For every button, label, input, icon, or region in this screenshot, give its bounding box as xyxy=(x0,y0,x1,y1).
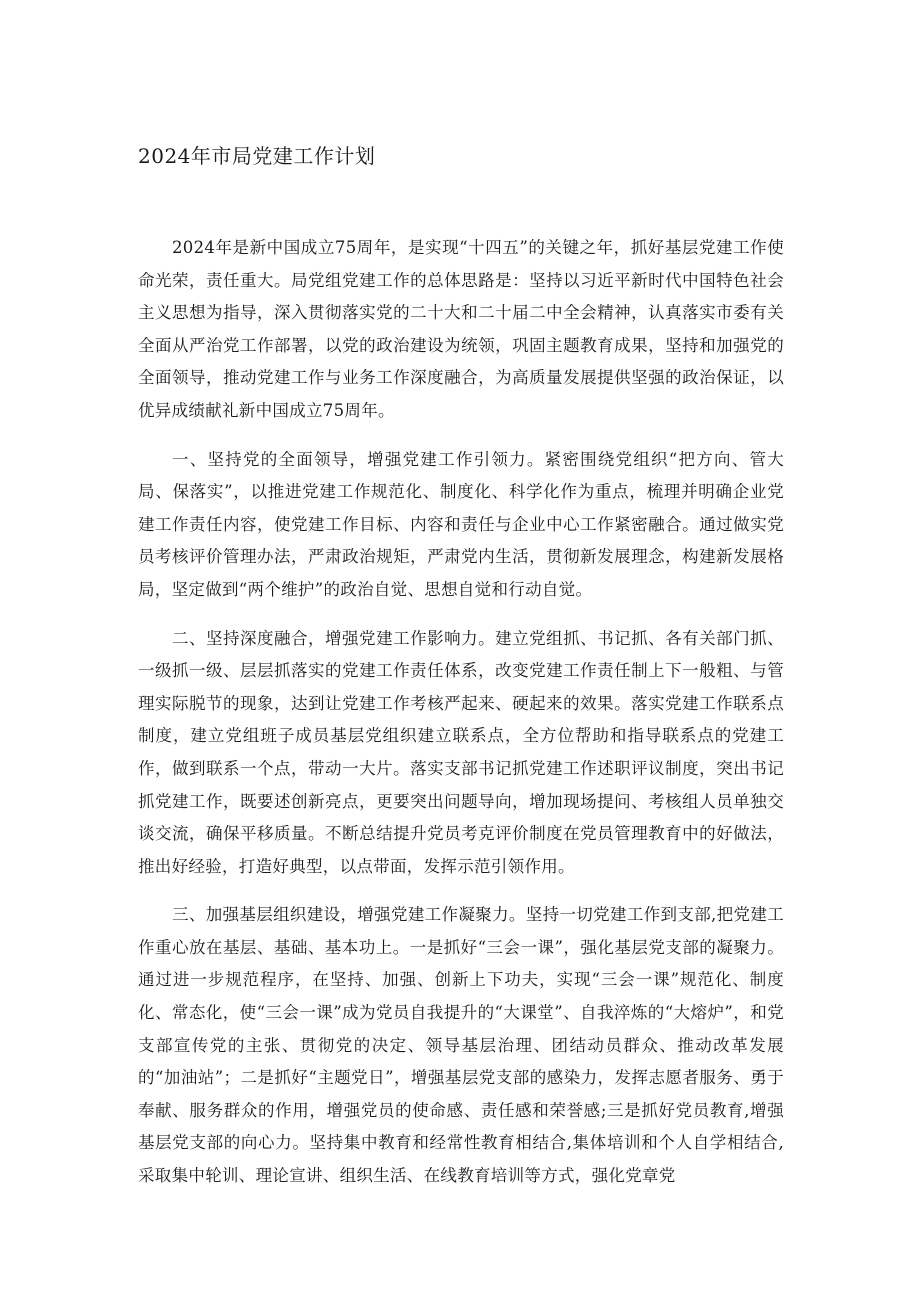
paragraph-section-2: 二、坚持深度融合，增强党建工作影响力。建立党组抓、书记抓、各有关部门抓、一级抓一级、层层抓落实的党建工作责任体系，改变党建工作责任制上下一般粗、与管理实际脱节的现象，达到让党建工作考核严起来、硬起来的效果。落实党建工作联系点制度，建立党组班子成员基层党组织建立联系点，全方位帮助和指导联系点的党建工作，做到联系一个点，带动一大片。落实支部书记抓党建工作述职评议制度，突出书记抓党建工作，既要述创新亮点，更要突出问题导向，增加现场提问、考核组人员单独交谈交流，确保平移质量。不断总结提升党员考克评价制度在党员管理教育中的好做法，推出好经验，打造好典型，以点带面，发挥示范引领作用。 xyxy=(138,628,784,876)
paragraph-intro: 2024年是新中国成立75周年，是实现“十四五”的关键之年，抓好基层党建工作使命光荣，责任重大。局党组党建工作的总体思路是：坚持以习近平新时代中国特色社会主义思想为指导，深入贯彻落实党的二十大和二十届二中全会精神，认真落实市委有关全面从严治党工作部署，以党的政治建设为统领，巩固主题教育成果，坚持和加强党的全面领导，推动党建工作与业务工作深度融合，为高质量发展提供坚强的政治保证，以优异成绩献礼新中国成立75周年。 xyxy=(138,238,784,420)
paragraph-section-1: 一、坚持党的全面领导，增强党建工作引领力。紧密围绕党组织“把方向、管大局、保落实”，以推进党建工作规范化、制度化、科学化作为重点，梳理并明确企业党建工作责任内容，使党建工作目标、内容和责任与企业中心工作紧密融合。通过做实党员考核评价管理办法，严肃政治规矩，严肃党内生活，贯彻新发展理念，构建新发展格局，坚定做到“两个维护”的政治自觉、思想自觉和行动自觉。 xyxy=(138,449,784,599)
paragraph-section-3: 三、加强基层组织建设，增强党建工作凝聚力。坚持一切党建工作到支部,把党建工作重心放在基层、基础、基本功上。一是抓好“三会一课”，强化基层党支部的凝聚力。通过进一步规范程序，在坚持、加强、创新上下功夫，实现“三会一课”规范化、制度化、常态化，使“三会一课”成为党员自我提升的“大课堂”、自我淬炼的“大熔炉”，和党支部宣传党的主张、贯彻党的决定、领导基层治理、团结动员群众、推动改革发展的“加油站”；二是抓好“主题党日”，增强基层党支部的感染力，发挥志愿者服务、勇于奉献、服务群众的作用，增强党员的使命感、责任感和荣誉感;三是抓好党员教育,增强基层党支部的向心力。坚持集中教育和经常性教育相结合,集体培训和个人自学相结合,采取集中轮训、理论宣讲、组织生活、在线教育培训等方式，强化党章党 xyxy=(138,905,784,1186)
document-body xyxy=(138,232,784,1209)
page-title: 2024年市局党建工作计划 xyxy=(138,144,376,168)
